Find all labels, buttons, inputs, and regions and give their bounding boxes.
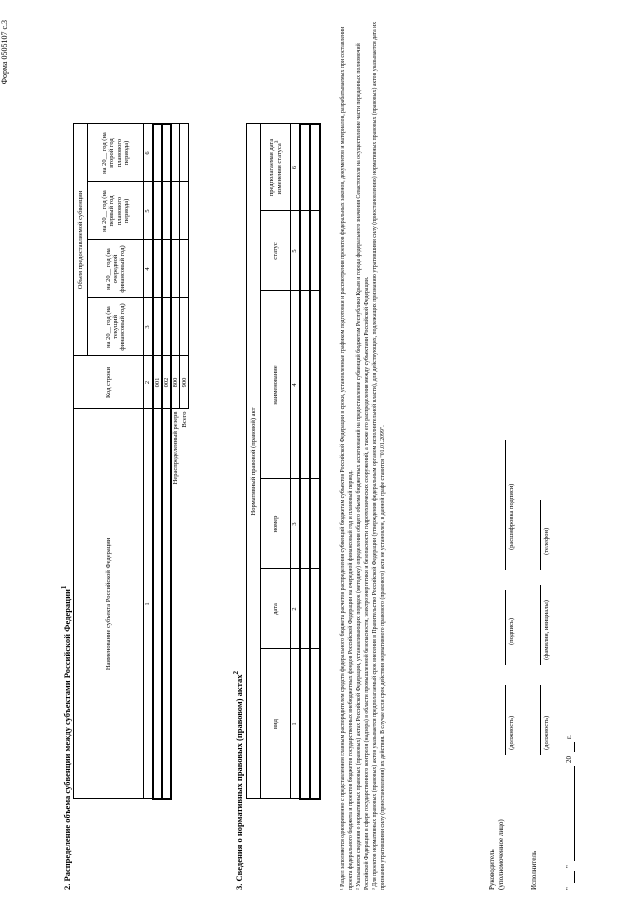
total-code: 900 — [180, 356, 189, 409]
cell-subject — [162, 409, 171, 799]
head-sublabel: (уполномоченное лицо) — [497, 819, 505, 890]
col-year2-header: на 20__ год (на очередной финансовый год) — [88, 240, 144, 298]
col-num: 1 — [291, 649, 300, 799]
col-row-code-header: Код строки — [74, 356, 144, 409]
col-planned-header: предполагаемая дата изменения статуса$^3$ — [261, 124, 291, 211]
date-day-line[interactable] — [574, 871, 575, 883]
col-status-header: статус — [261, 211, 291, 291]
head-position-caption: (должность) — [508, 715, 515, 750]
col-year3-header: на 20__ год (на первый год планового периода) — [88, 182, 144, 240]
col-num: 2 — [144, 356, 153, 409]
cell-subject — [153, 409, 162, 799]
col-subject-name-header: Наименование субъекта Российской Федерации — [74, 409, 144, 799]
date-open-quote: " — [565, 887, 573, 890]
date-month-line[interactable] — [574, 766, 575, 861]
section2-title: 2. Распределение объема субвенции между субъектами Российской Федерации$^1$ — [60, 585, 72, 890]
executor-phone-caption: (телефон) — [543, 527, 550, 555]
table-row — [153, 124, 162, 799]
head-signature-caption: (подпись) — [508, 618, 515, 645]
col-num: 3 — [144, 298, 153, 356]
col-vid-header: вид — [261, 649, 291, 799]
table-row — [300, 124, 310, 799]
cell-code: 001 — [153, 356, 162, 409]
col-num: 5 — [144, 182, 153, 240]
col-num: 4 — [144, 240, 153, 298]
col-num: 6 — [144, 124, 153, 182]
executor-fio-caption: (фамилия, инициалы) — [543, 600, 550, 660]
footnote-1: ¹ Раздел заполняется одновременно с представлением главным распорядителем средств федерального бюджета расчетов распределения субвенций бюджетам субъектов Российской Федерации в сроки, установленные графиком подготовки и рассмотрения проектов федеральных законов, документов и материалов, разрабатываемых при составлении проекта федерального бюджета и проектов бюджетов государственных внебюджетных фондов Российской Федерации на очередной финансовый год и плановый период. — [340, 26, 354, 890]
executor-phone-line[interactable] — [540, 500, 541, 570]
cell-value — [153, 298, 162, 356]
col-number-header: номер — [261, 479, 291, 569]
reserve-label: Нераспределенный резерв — [172, 411, 180, 485]
col-num: 1 — [144, 409, 153, 799]
date-year-prefix: 20 — [565, 756, 573, 763]
date-close-quote: " — [565, 865, 573, 868]
executor-label: Исполнитель — [530, 850, 538, 890]
head-decoding-line[interactable] — [505, 440, 506, 570]
cell-value — [171, 298, 180, 356]
cell-code: 002 — [162, 356, 171, 409]
head-label: Руководитель — [488, 849, 496, 890]
col-date-header: дата — [261, 569, 291, 649]
cell — [300, 291, 310, 479]
cell-value — [153, 240, 162, 298]
col-name-header: наименование — [261, 291, 291, 479]
legal-act-group-header: Нормативный правовой (правовой) акт — [247, 124, 261, 799]
date-year-line[interactable] — [574, 742, 575, 752]
cell — [300, 211, 310, 291]
legal-acts-table — [246, 123, 321, 800]
section3-title: 3. Сведения о нормативных правовых (правовом) актах$^2$ — [232, 670, 244, 890]
cell — [300, 569, 310, 649]
footnote-2: ² Указываются сведения о нормативных правовых (правовых) актах Российской Федерации, устанавливающих порядок (методику) определения общего объема бюджетных ассигнований на предоставление субвенций бюджетам Республики Крым и города федерального значения Севастополя на осуществление части переданных полномочий Российской Федерации в сфере государственного контроля (надзора) в области промышленной безопасности, электроэнергетики и безопасности гидротехнических сооружений, а также его распределения между субъектами Российской Федерации. — [356, 43, 370, 890]
executor-fio-line[interactable] — [540, 585, 541, 665]
cell-value — [162, 124, 171, 182]
cell — [310, 479, 320, 569]
total-row — [180, 124, 189, 799]
head-position-line[interactable] — [505, 685, 506, 755]
cell-value — [180, 240, 189, 298]
date-year-suffix: г. — [565, 735, 573, 739]
cell-value — [171, 240, 180, 298]
cell — [300, 649, 310, 799]
reserve-code: 800 — [171, 356, 180, 409]
cell-value — [162, 240, 171, 298]
cell — [310, 211, 320, 291]
cell-value — [180, 124, 189, 182]
reserve-row — [171, 124, 180, 799]
col-num: 6 — [291, 124, 300, 211]
cell — [310, 124, 320, 211]
executor-position-line[interactable] — [540, 685, 541, 755]
col-year4-header: на 20__ год (на второй год планового периода) — [88, 124, 144, 182]
subvention-table — [73, 123, 189, 800]
cell — [310, 569, 320, 649]
col-num: 3 — [291, 479, 300, 569]
table-row — [162, 124, 171, 799]
cell-value — [153, 182, 162, 240]
cell-value — [153, 124, 162, 182]
col-num: 5 — [291, 211, 300, 291]
total-label: Всего — [180, 411, 188, 428]
cell-value — [171, 124, 180, 182]
form-code: Форма 0505107 с.3 — [0, 20, 9, 85]
cell — [310, 649, 320, 799]
col-num: 2 — [291, 569, 300, 649]
footnotes — [340, 20, 388, 890]
cell-value — [171, 182, 180, 240]
executor-position-caption: (должность) — [543, 715, 550, 750]
cell-value — [162, 182, 171, 240]
table-row — [310, 124, 320, 799]
cell — [310, 291, 320, 479]
col-num: 4 — [291, 291, 300, 479]
head-signature-line[interactable] — [505, 590, 506, 665]
col-year1-header: на 20__ год (на текущий финансовый год) — [88, 298, 144, 356]
cell — [300, 124, 310, 211]
col-volume-header: Объем предоставляемой субвенции — [74, 124, 88, 356]
footnote-3: ³ Для проектов нормативных правовых (правовых) актов указывается предполагаемый срок внесения в Правительство Российской Федерации (утверждения федеральным органом исполнительной власти), для действующих, подлежащих признанию утратившими силу (приостановлению) нормативных правовых (правовых) актов указывается дата их признания утратившими силу (приостановления) их действия. В случае если срок действия нормативного правового (правового) акта не установлен, в данной графе ставится "01.01.2099". — [372, 21, 386, 890]
cell-value — [162, 298, 171, 356]
cell-value — [180, 182, 189, 240]
head-decoding-caption: (расшифровка подписи) — [508, 483, 515, 550]
cell-value — [180, 298, 189, 356]
cell — [300, 479, 310, 569]
